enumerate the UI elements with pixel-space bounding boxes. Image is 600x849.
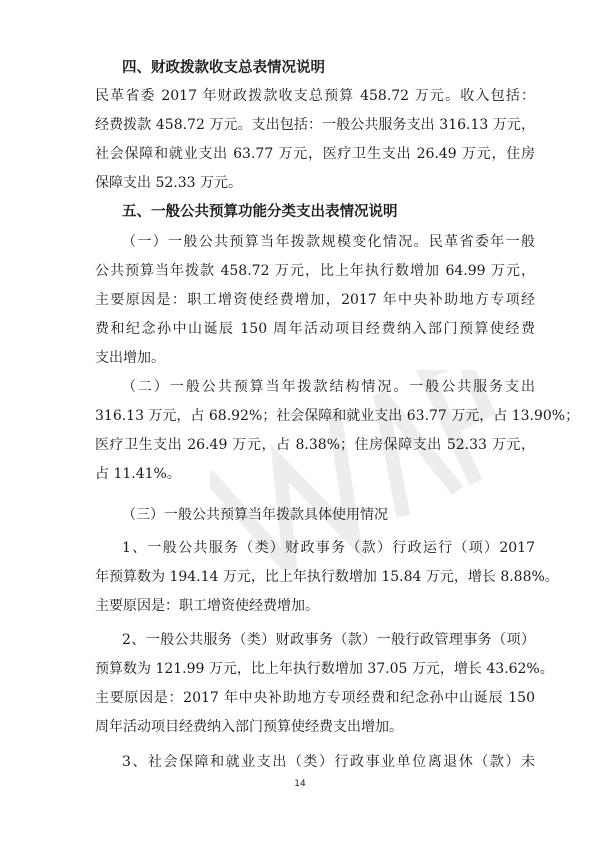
paragraph-line: 1、一般公共服务（类）财政事务（款）行政运行（项）2017: [122, 540, 535, 556]
paragraph-line: 医疗卫生支出 26.49 万元，占 8.38%；住房保障支出 52.33 万元，: [95, 437, 535, 453]
paragraph-line: 经费拨款 458.72 万元。支出包括：一般公共服务支出 316.13 万元，: [95, 117, 535, 133]
paragraph-line: 2、一般公共服务（类）财政事务（款）一般行政管理事务（项）: [122, 632, 535, 648]
paragraph-line: 周年活动项目经费纳入部门预算使经费支出增加。: [95, 719, 403, 735]
paragraph-line: （二）一般公共预算当年拨款结构情况。一般公共服务支出: [122, 379, 535, 395]
paragraph-line: 预算数为 121.99 万元，比上年执行数增加 37.05 万元，增长 43.62%。: [95, 661, 554, 677]
subsection-heading: （三）一般公共预算当年拨款具体使用情况: [122, 507, 388, 523]
paragraph-line: （一）一般公共预算当年拨款规模变化情况。民革省委年一般: [122, 234, 535, 250]
paragraph-line: 主要原因是：职工增资使经费增加。: [95, 598, 319, 614]
section-4-heading: 四、财政拨款收支总表情况说明: [122, 60, 325, 76]
paragraph-line: 年预算数为 194.14 万元，比上年执行数增加 15.84 万元，增长 8.88%。: [95, 569, 559, 585]
paragraph-line: 支出增加。: [95, 350, 165, 366]
paragraph-line: 费和纪念孙中山诞辰 150 周年活动项目经费纳入部门预算使经费: [95, 321, 535, 337]
paragraph-line: 主要原因是：职工增资使经费增加，2017 年中央补助地方专项经: [95, 292, 535, 308]
paragraph-line: 3、社会保障和就业支出（类）行政事业单位离退休（款）未: [122, 754, 535, 770]
paragraph-line: 民革省委 2017 年财政拨款收支总预算 458.72 万元。收入包括：: [95, 88, 535, 104]
paragraph-line: 公共预算当年拨款 458.72 万元，比上年执行数增加 64.99 万元，: [95, 263, 535, 279]
paragraph-line: 占 11.41%。: [95, 466, 181, 482]
page-number: 14: [294, 779, 306, 789]
paragraph-line: 保障支出 52.33 万元。: [95, 175, 242, 191]
paragraph-line: 316.13 万元，占 68.92%；社会保障和就业支出 63.77 万元，占 13.90%；: [95, 408, 580, 424]
section-5-heading: 五、一般公共预算功能分类支出表情况说明: [122, 204, 398, 220]
paragraph-line: 主要原因是：2017 年中央补助地方专项经费和纪念孙中山诞辰 150: [95, 690, 535, 706]
paragraph-line: 社会保障和就业支出 63.77 万元，医疗卫生支出 26.49 万元，住房: [95, 146, 535, 162]
